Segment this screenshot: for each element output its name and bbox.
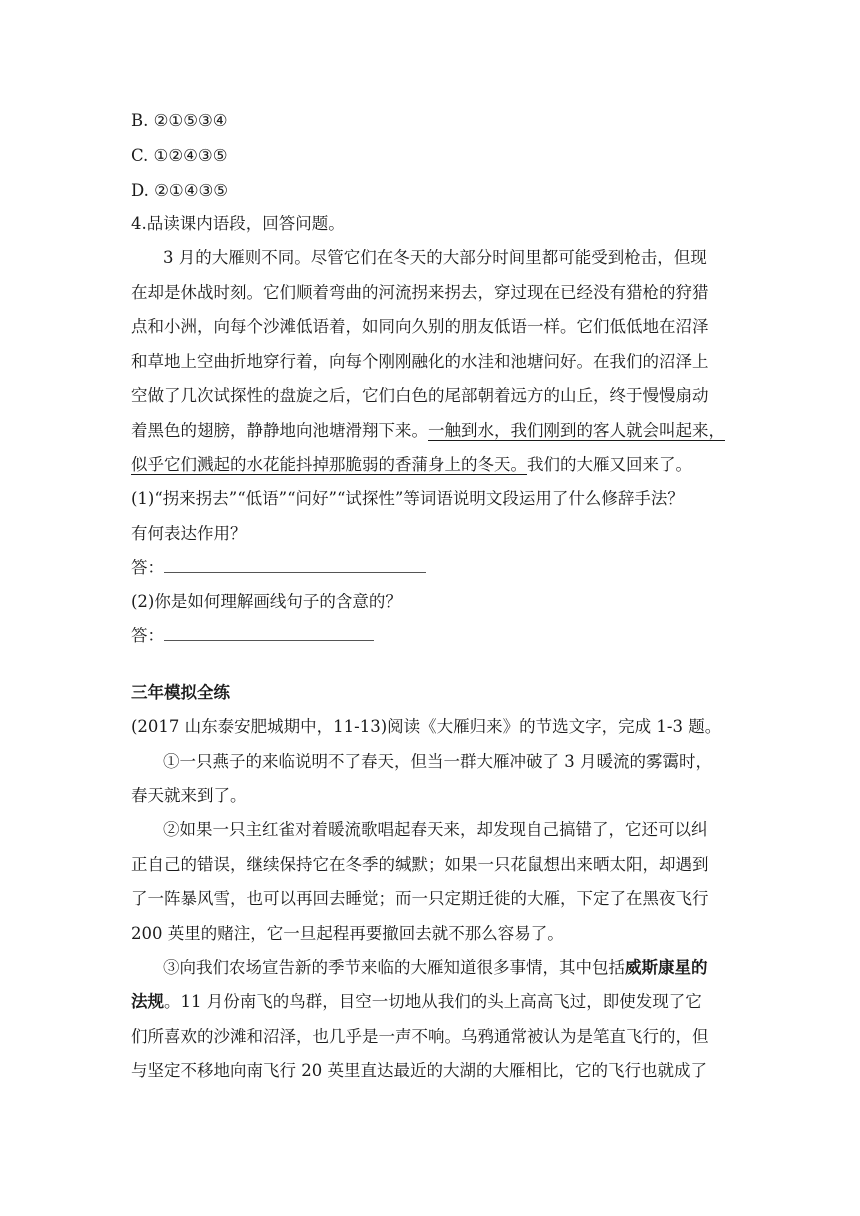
bold-term: 法规 [131,992,164,1011]
passage-line: 在却是休战时刻。它们顺着弯曲的河流拐来拐去，穿过现在已经没有猎枪的狩猎 [131,283,709,302]
sub-question-1-cont: 有何表达作用？ [131,524,247,543]
answer-label: 答： [131,626,164,645]
excerpt-line: ②如果一只主红雀对着暖流歌唱起春天来，却发现自己搞错了，它还可以纠 [163,820,708,839]
excerpt-line: 们所喜欢的沙滩和沼泽，也几乎是一声不响。乌鸦通常被认为是笔直飞行的，但 [131,1027,709,1046]
option-c: C. ①②④③⑤ [131,146,228,165]
passage-text: 我们的大雁又回来了。 [527,455,692,474]
excerpt-line: ①一只燕子的来临说明不了春天，但当一群大雁冲破了 3 月暖流的雾霭时， [163,752,712,771]
passage-line: 点和小洲，向每个沙滩低语着，如同向久别的朋友低语一样。它们低低地在沼泽 [131,317,709,336]
underlined-sentence: 似乎它们溅起的水花能抖掉那脆弱的香蒲身上的冬天。 [131,455,527,474]
excerpt-line [131,992,702,1012]
passage-line: 和草地上空曲折地穿行着，向每个刚刚融化的水洼和池塘问好。在我们的沼泽上 [131,352,709,371]
answer-blank[interactable] [164,558,426,573]
passage-line [131,421,725,441]
sub-question-2: (2)你是如何理解画线句子的含意的？ [131,592,402,611]
underlined-sentence: 一触到水，我们刚到的客人就会叫起来， [428,421,725,440]
passage-line: 空做了几次试探性的盘旋之后，它们白色的尾部朝着远方的山丘，终于慢慢扇动 [131,386,709,405]
excerpt-line: 春天就来到了。 [131,786,247,805]
sub-question-1: (1)“拐来拐去”“低语”“问好”“试探性”等词语说明文段运用了什么修辞手法？ [131,489,684,508]
answer-blank[interactable] [164,626,374,641]
excerpt-line: 正自己的错误，继续保持它在冬季的缄默；如果一只花鼠想出来晒太阳，却遇到 [131,855,709,874]
excerpt-text: 。11 月份南飞的鸟群，目空一切地从我们的头上高高飞过，即使发现了它 [164,992,702,1011]
option-b: B. ②①⑤③④ [131,111,228,130]
question-4-stem: 4.品读课内语段，回答问题。 [131,214,345,233]
passage-line [131,455,692,475]
excerpt-text: ③向我们农场宣告新的季节来临的大雁知道很多事情，其中包括 [163,958,625,977]
option-d: D. ②①④③⑤ [131,181,229,200]
answer-label: 答： [131,558,164,577]
excerpt-line: 与坚定不移地向南飞行 20 英里直达最近的大湖的大雁相比，它的飞行也就成了 [131,1061,707,1080]
passage-text: 着黑色的翅膀，静静地向池塘滑翔下来。 [131,421,428,440]
excerpt-line: 了一阵暴风雪，也可以再回去睡觉；而一只定期迁徙的大雁，下定了在黑夜飞行 [131,889,709,908]
answer-line-1 [131,558,426,578]
section-intro: (2017 山东泰安肥城期中，11-13)阅读《大雁归来》的节选文字，完成 1-3 题。 [131,717,722,736]
answer-line-2 [131,626,374,646]
bold-term: 威斯康星的 [625,958,708,977]
excerpt-line [163,958,708,978]
passage-line: 3 月的大雁则不同。尽管它们在冬天的大部分时间里都可能受到枪击，但现 [163,248,707,267]
excerpt-line: 200 英里的赌注，它一旦起程再要撤回去就不那么容易了。 [131,924,564,943]
section-title: 三年模拟全练 [131,683,230,702]
